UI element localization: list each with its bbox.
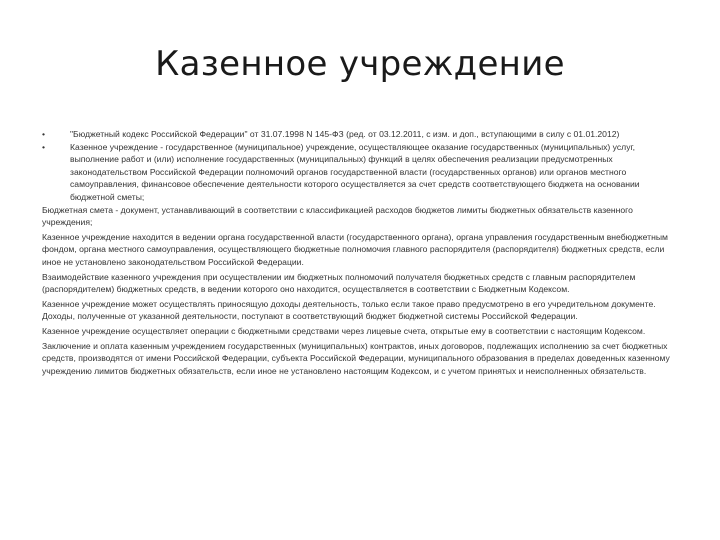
bullet-marker: •	[42, 129, 46, 139]
slide-content	[42, 128, 678, 377]
bullet-text: "Бюджетный кодекс Российской Федерации" от 31.07.1998 N 145-ФЗ (ред. от 03.12.2011, с изм. и доп., вступающими в силу с 01.01.2012)	[70, 129, 620, 139]
bullet-text: Казенное учреждение - государственное (муниципальное) учреждение, осуществляющее оказание государственных (муниципальных) услуг, выполнение работ и (или) исполнение государственных (муниципальных) функций в целях обеспечения реализации предусмотренных законодательством Российской Федерации полномочий органов государственной власти (государственных органов) или органов местного самоуправления, финансовое обеспечение деятельности которого осуществляется за счет средств соответствующего бюджета на основании бюджетной сметы;	[70, 141, 640, 202]
bullet-item	[42, 141, 678, 204]
paragraph-operations: Казенное учреждение осуществляет операции с бюджетными средствами через лицевые счета, открытые ему в соответствии с настоящим Кодексом.	[42, 325, 646, 336]
bullet-item	[42, 128, 678, 141]
paragraph-budget-estimate: Бюджетная смета - документ, устанавливающий в соответствии с классификацией расходов бюджетов лимиты бюджетных обязательств казенного учреждения;	[42, 204, 633, 228]
paragraph-jurisdiction: Казенное учреждение находится в ведении органа государственной власти (государственного органа), органа управления государственным внебюджетным фондом, органа местного самоуправления, осуществляющего бюджетные полномочия главного распорядителя (распорядителя) бюджетных средств, если иное не установлено законодательством Российской Федерации.	[42, 231, 668, 267]
bullet-marker: •	[42, 141, 46, 152]
slide-title: Казенное учреждение	[155, 44, 565, 84]
paragraph-income-activity: Казенное учреждение может осуществлять приносящую доходы деятельность, только если такое право предусмотрено в его учредительном документе. Доходы, полученные от указанной деятельности, поступают в соответствующий бюджет бюджетной системы Российской Федерации.	[42, 298, 656, 322]
paragraph-interaction: Взаимодействие казенного учреждения при осуществлении им бюджетных полномочий получателя бюджетных средств с главным распорядителем (распорядителем) бюджетных средств, в ведении которого оно находится, осуществляется в соответствии с Бюджетным Кодексом.	[42, 271, 636, 295]
paragraph-contracts: Заключение и оплата казенным учреждением государственных (муниципальных) контрактов, иных договоров, подлежащих исполнению за счет бюджетных средств, производятся от имени Российской Федерации, субъекта Российской Федерации, муниципального образования в пределах доведенных казенному учреждению лимитов бюджетных обязательств, если иное не установлено настоящим Кодексом, и с учетом принятых и неисполненных обязательств.	[42, 340, 670, 376]
